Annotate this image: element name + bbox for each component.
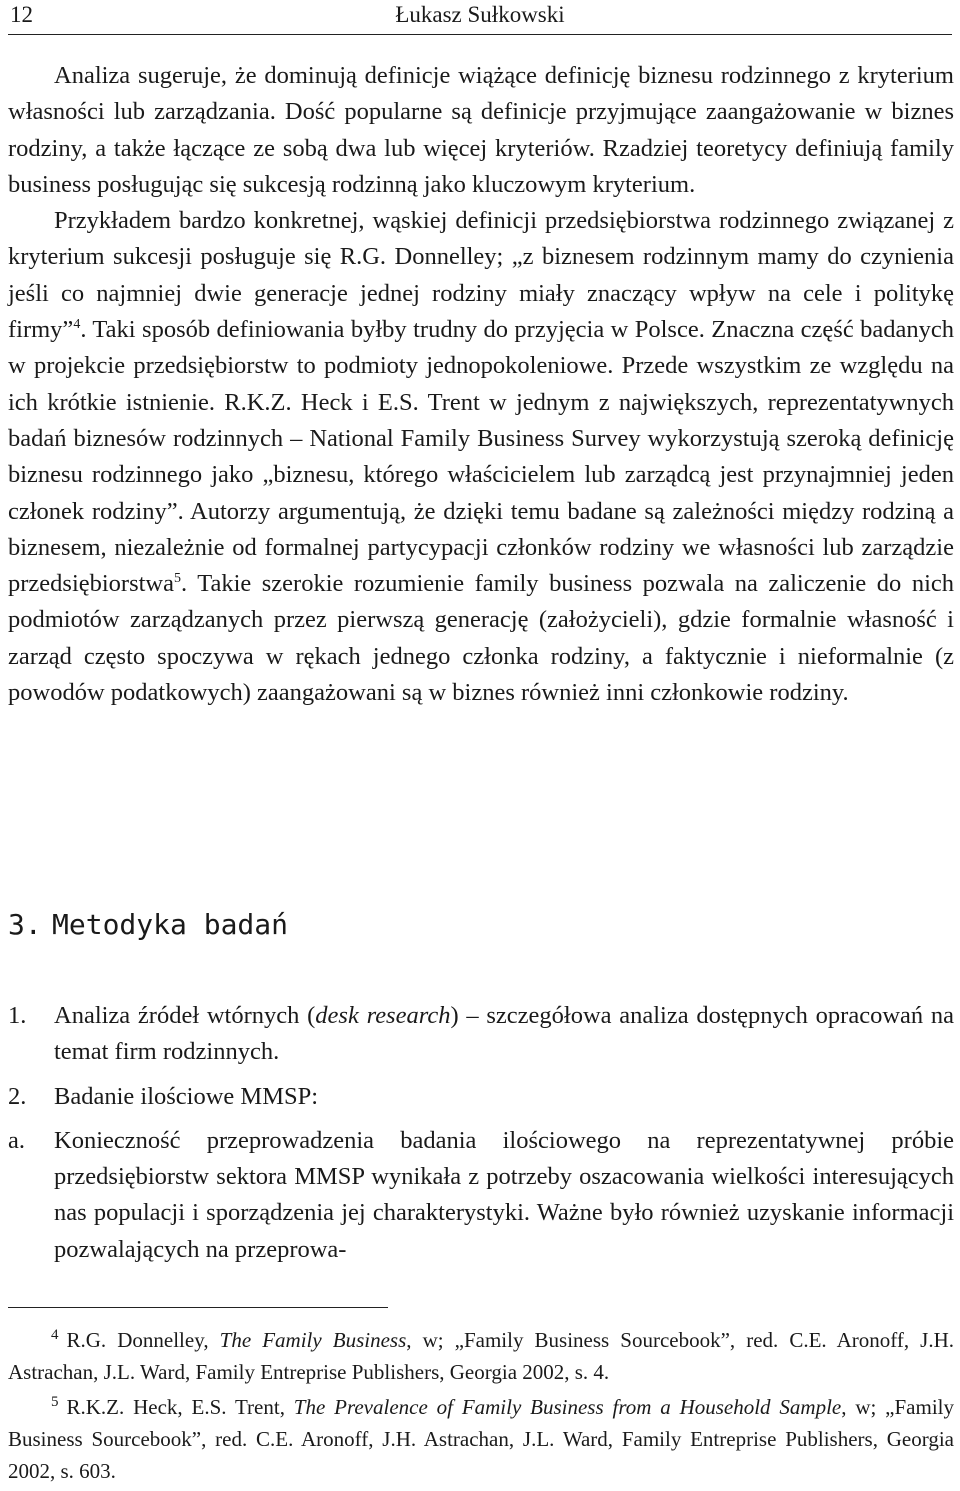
list-item-label: 1.	[8, 1002, 27, 1029]
paragraph-2-part-1: Przykładem bardzo konkretnej, wąskiej definicji przedsiębiorstwa rodzinnego związanej z kryterium sukcesji posługuje się R.G. Donnelley; „z biznesem rodzinnym mamy do czynienia jeśli co najmniej dwie generacje jednej rodziny miały znaczący wpływ na cele i politykę firmy”	[8, 207, 954, 344]
paragraph-2-part-2: . Taki sposób definiowania byłby trudny do przyjęcia w Polsce. Znaczna część badanych w projekcie przedsiębiorstw to podmioty jednopokoleniowe. Przede wszystkim ze względu na ich krótkie istnienie. R.K.Z. Heck i E.S. Trent w jednym z największych, reprezentatywnych badań biznesów rodzinnych – National Family Business Survey wykorzystują szeroką definicję biznesu rodzinnego jako „biznesu, którego właścicielem lub zarządcą jest przynajmniej jeden członek rodziny”. Autorzy argumentują, że dzięki temu badane są zależności między rodziną a biznesem, niezależnie od formalnej partycypacji członków rodziny we własności lub zarządzie przedsiębiorstwa	[8, 316, 954, 598]
footnote-title: The Prevalence of Family Business from a Household Sample	[293, 1395, 842, 1419]
footnote-text-before: R.G. Donnelley,	[66, 1328, 220, 1352]
footnote-separator	[8, 1307, 388, 1308]
footnote-ref-4[interactable]: 4	[73, 316, 81, 332]
footnote-text-after: , w; „Family Business Sourcebook”, red. C.E. Aronoff, J.H. Astrachan, J.L. Ward, Family Entreprise Publishers, Georgia 2002, s. 4.	[8, 1328, 955, 1384]
list-item	[8, 1123, 954, 1268]
footnote-title: The Family Business	[219, 1328, 407, 1352]
list-item-italic: desk research	[315, 1002, 451, 1029]
list-item-label: a.	[8, 1126, 25, 1154]
paragraph-1: Analiza sugeruje, że dominują definicje wiążące definicję biznesu rodzinnego z kryterium własności lub zarządzania. Dość popularne są definicje przyjmujące zaangażowanie w biznes rodziny, a także łączące ze sobą dwa lub więcej kryteriów. Rzadziej teoretycy definiują family business posługując się sukcesją rodzinną jako kluczowym kryterium.	[8, 62, 954, 198]
list-item-text: Badanie ilościowe MMSP:	[54, 1082, 319, 1110]
section-number: 3.	[8, 908, 42, 941]
footnote-text-before: R.K.Z. Heck, E.S. Trent,	[66, 1395, 294, 1419]
list-item	[8, 1079, 954, 1115]
section-title: Metodyka badań	[52, 908, 289, 941]
paragraph-2-part-3: . Takie szerokie rozumienie family business pozwala na zaliczenie do nich podmiotów zarządzanych przez pierwszą generację (założycieli), gdzie formalnie własność i zarząd często spoczywa w rękach jednego członka rodziny, a faktycznie i nieformalnie (z powodów podatkowych) zaangażowani są w biznes również inni członkowie rodziny.	[8, 570, 954, 707]
footnote-4: 4 R.G. Donnelley, The Family Business, w; „Family Business Sourcebook”, red. C.E. Aronoff, J.H. Astrachan, J.L. Ward, Family Entreprise Publishers, Georgia 2002, s. 4.	[8, 1327, 955, 1384]
footnote-ref-5[interactable]: 5	[174, 571, 181, 586]
list-item-text-after: ) – szczegółowa analiza dostępnych opracowań na temat firm rodzinnych.	[54, 1002, 954, 1066]
list-item	[8, 998, 954, 1071]
list-item-label: 2.	[8, 1082, 27, 1110]
footnote-text-after: , w; „Family Business Sourcebook”, red. C.E. Aronoff, J.H. Astrachan, J.L. Ward, Family Entreprise Publishers, Georgia 2002, s. 603.	[8, 1395, 954, 1483]
body-text	[8, 58, 954, 711]
paragraph-2	[8, 203, 954, 711]
page-number: 12	[10, 2, 33, 27]
footnote-5: 5 R.K.Z. Heck, E.S. Trent, The Prevalence of Family Business from a Household Sample, w; „Family Business Sourcebook”, red. C.E. Aronoff, J.H. Astrachan, J.L. Ward, Family Entreprise Publishers, Georgia 2002, s. 603.	[8, 1394, 954, 1483]
list-item-text: Konieczność przeprowadzenia badania ilościowego na reprezentatywnej próbie przedsiębiorstw sektora MMSP wynikała z potrzeby oszacowania wielkości interesujących nas populacji i sporządzenia jej charakterystyki. Ważne było również uzyskanie informacji pozwalających na przeprowa-	[54, 1126, 954, 1263]
method-list	[8, 998, 954, 1268]
list-item-text-before: Analiza źródeł wtórnych (	[54, 1002, 316, 1029]
section-heading	[8, 905, 288, 945]
page-header	[8, 0, 952, 35]
running-head-author: Łukasz Sułkowski	[395, 2, 565, 27]
